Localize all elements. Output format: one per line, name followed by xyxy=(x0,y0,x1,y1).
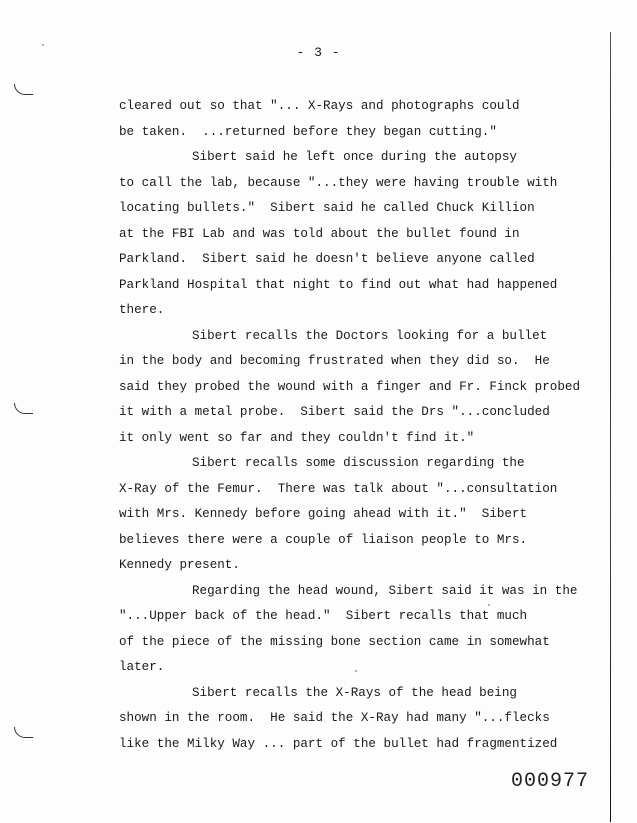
paragraph-first-line: Sibert recalls some discussion regarding the xyxy=(192,456,525,470)
paragraph-first-line: Regarding the head wound, Sibert said it was in the xyxy=(192,583,578,598)
paragraph-first-line: Sibert said he left once during the autopsy xyxy=(192,150,517,164)
text-line: to call the lab, because "...they were having trouble with xyxy=(119,175,558,190)
text-line: Parkland. Sibert said he doesn't believe anyone called xyxy=(119,252,535,266)
hole-punch-mark-top xyxy=(14,84,33,95)
document-body xyxy=(119,94,589,757)
text-line: it only went so far and they couldn't find it." xyxy=(119,430,475,445)
hole-punch-mark-bottom xyxy=(14,727,33,738)
text-line: shown in the room. He said the X-Ray had many "...flecks xyxy=(119,711,550,725)
page-number: - 3 - xyxy=(296,45,341,60)
text-line: cleared out so that "... X-Rays and photographs could xyxy=(119,99,520,113)
bates-number: 000977 xyxy=(510,770,589,793)
scan-edge-line xyxy=(610,32,612,822)
paragraph-first-line: Sibert recalls the X-Rays of the head being xyxy=(192,685,517,700)
text-line: Kennedy present. xyxy=(119,558,240,572)
text-line: there. xyxy=(119,303,165,317)
text-line: X-Ray of the Femur. There was talk about "...consultation xyxy=(119,481,558,496)
text-line: it with a metal probe. Sibert said the Drs "...concluded xyxy=(119,405,550,419)
text-line: at the FBI Lab and was told about the bullet found in xyxy=(119,226,520,241)
text-line: locating bullets." Sibert said he called Chuck Killion xyxy=(119,201,535,215)
hole-punch-mark-middle xyxy=(14,403,33,414)
text-line: with Mrs. Kennedy before going ahead with it." Sibert xyxy=(119,507,528,521)
text-line: "...Upper back of the head." Sibert recalls that much xyxy=(119,609,528,623)
text-line: be taken. ...returned before they began cutting." xyxy=(119,124,497,139)
text-line: said they probed the wound with a finger and Fr. Finck probed xyxy=(119,379,581,394)
text-line: like the Milky Way ... part of the bullet had fragmentized xyxy=(119,736,558,751)
text-line: of the piece of the missing bone section came in somewhat xyxy=(119,634,550,649)
text-line: Parkland Hospital that night to find out what had happened xyxy=(119,277,558,292)
text-line: believes there were a couple of liaison people to Mrs. xyxy=(119,532,528,547)
text-line: later. xyxy=(119,660,165,674)
paragraph-first-line: Sibert recalls the Doctors looking for a bullet xyxy=(192,328,548,343)
text-line: in the body and becoming frustrated when they did so. He xyxy=(119,354,550,368)
